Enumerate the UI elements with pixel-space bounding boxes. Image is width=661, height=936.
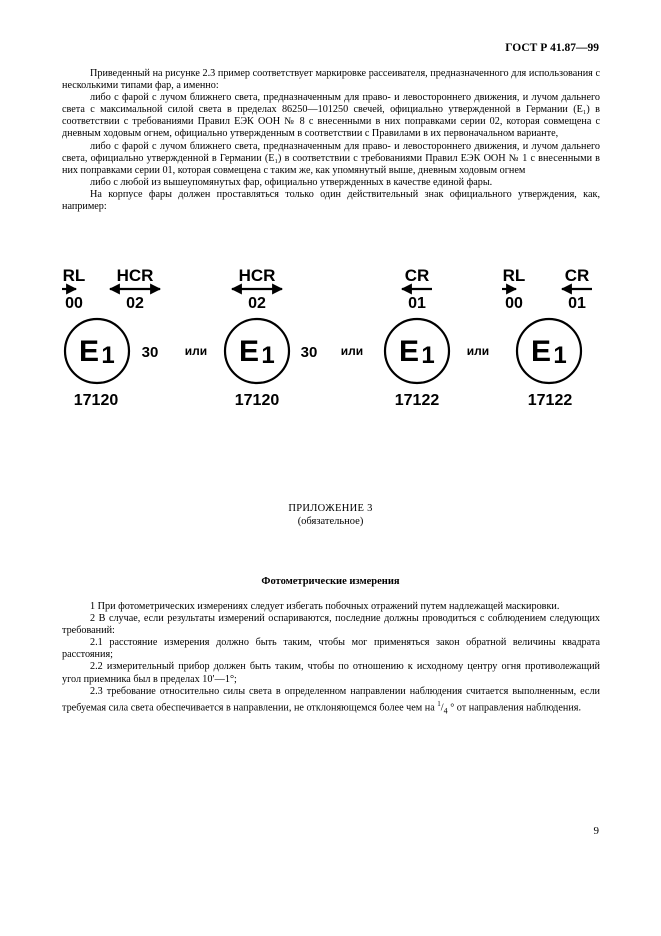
- appendix-note: (обязательное): [297, 516, 364, 527]
- approval-marks-figure: [50, 262, 630, 432]
- paragraph: 1 При фотометрических измерениях следует избегать побочных отражений путем надлежащей маскировки.: [90, 601, 560, 612]
- section-title: Фотометрические измерения: [261, 576, 400, 587]
- approval-number: 17122: [527, 392, 573, 409]
- mark-digit: 1: [421, 342, 435, 369]
- document-code: ГОСТ Р 41.87—99: [505, 42, 599, 54]
- intro-text: [62, 68, 600, 213]
- approval-number: 17120: [73, 392, 119, 409]
- mark-side-number: 30: [300, 344, 318, 361]
- separator-text: или: [184, 344, 208, 358]
- approval-mark-2: [225, 266, 317, 409]
- mark-label-right: HCR: [116, 266, 154, 285]
- mark-label: CR: [404, 266, 430, 285]
- mark-side-number: 30: [141, 344, 159, 361]
- mark-digit: 1: [553, 342, 567, 369]
- paragraph: На корпусе фары должен проставляться только один действительный знак официального утверждения, как, например:: [62, 188, 600, 213]
- approval-number: 17122: [394, 392, 440, 409]
- mark-code-right: 02: [126, 295, 144, 312]
- mark-code: 02: [248, 295, 266, 312]
- paragraph: 2 В случае, если результаты измерений оспариваются, последние должны проводиться с соблюдением следующих требований:: [62, 613, 600, 637]
- mark-label-left: RL: [502, 266, 526, 285]
- mark-letter: E: [78, 335, 100, 368]
- appendix-title: ПРИЛОЖЕНИЕ 3: [288, 503, 373, 514]
- approval-mark-4: [502, 266, 592, 409]
- mark-code-left: 00: [65, 295, 83, 312]
- fraction-denominator: 4: [443, 706, 448, 716]
- mark-letter: E: [398, 335, 420, 368]
- mark-code: 01: [408, 295, 426, 312]
- mark-label-right: CR: [564, 266, 590, 285]
- paragraph: 2.2 измерительный прибор должен быть таким, чтобы по отношению к исходному центру огня противолежащий угол приемника был в пределах 10′—1°;: [62, 661, 600, 685]
- separator-text: или: [466, 344, 490, 358]
- measurement-text: [62, 601, 600, 717]
- separator-text: или: [340, 344, 364, 358]
- paragraph: либо с любой из вышеупомянутых фар, официально утвержденных в качестве единой фары.: [90, 176, 493, 188]
- fraction-numerator: 1: [437, 699, 441, 708]
- paragraph: либо с фарой с лучом ближнего света, предназначенным для право- и левостороннего движения, и лучом дальнего света, официально утвержденной в Германии (E₁) в соответствии с требованиями Правил ЕЭК ООН № 1 с внесенными в них поправками серии 01, которая совмещена с таким же, как упомянутый выше, дневным ходовым огнем: [62, 140, 600, 176]
- mark-code-right: 01: [568, 295, 586, 312]
- mark-digit: 1: [261, 342, 275, 369]
- mark-digit: 1: [101, 342, 115, 369]
- approval-mark-3: [385, 266, 449, 409]
- paragraph-text: 2.3 требование относительно силы света в определенном направлении наблюдения считается выполненным, если требуемая сила света обеспечивается в направлении, не отклоняющемся более чем на: [62, 685, 600, 714]
- paragraph: либо с фарой с лучом ближнего света, предназначенным для право- и левостороннего движения, и лучом дальнего света с максимальной силой света в пределах 86250—101250 свечей, официально утвержденной в Германии (E₁) в соответствии с требованиями Правил ЕЭК ООН № 8 с внесенными в них поправками серии 02, которая совмещена с дневным ходовым огнем, официально утвержденным в соответствии с Правилами в их первоначальном варианте,: [62, 92, 600, 140]
- approval-mark-1: [62, 266, 160, 409]
- mark-letter: E: [238, 335, 260, 368]
- page-number: 9: [593, 825, 599, 837]
- mark-letter: E: [530, 335, 552, 368]
- mark-label: HCR: [238, 266, 276, 285]
- paragraph-text: ° от направления наблюдения.: [450, 702, 582, 714]
- paragraph: Приведенный на рисунке 2.3 пример соответствует маркировке рассеивателя, предназначенного для использования с несколькими типами фар, а именно:: [62, 68, 600, 92]
- paragraph: 2.1 расстояние измерения должно быть таким, чтобы мог применяться закон обратной величины квадрата расстояния;: [62, 637, 600, 661]
- mark-label-left: RL: [62, 266, 86, 285]
- paragraph: 2.3 требование относительно силы света в определенном направлении наблюдения считается выполненным, если требуемая сила света обеспечивается в направлении, не отклоняющемся более чем на $^1/_4$ ° от направления наблюдения.: [62, 685, 600, 716]
- approval-number: 17120: [234, 392, 280, 409]
- mark-code-left: 00: [505, 295, 523, 312]
